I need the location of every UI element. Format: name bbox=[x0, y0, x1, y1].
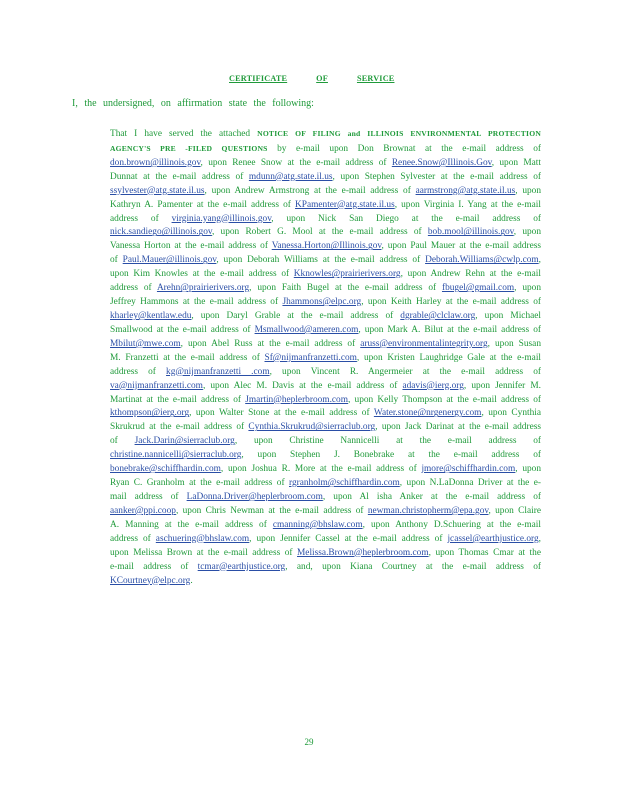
recipient-name: Nick San Diego bbox=[318, 213, 399, 224]
recipient-name: Daryl Grable bbox=[226, 310, 281, 321]
recipient-name: Stephen J. Bonebrake bbox=[290, 450, 395, 461]
recipient-name: Walter Stone bbox=[218, 408, 270, 419]
recipient-name: Deborah Williams bbox=[247, 255, 318, 266]
recipient-email-link[interactable]: nick.sandiego@illinois.gov bbox=[110, 227, 212, 238]
certificate-title bbox=[229, 74, 395, 83]
recipient-email-link[interactable]: don.brown@illinois.gov bbox=[110, 157, 201, 168]
recipient-name: Keith Harley bbox=[390, 297, 442, 308]
recipient-email-link[interactable]: aanker@ppi.coop bbox=[110, 505, 176, 516]
recipient-name: Joshua R. More bbox=[251, 464, 316, 475]
recipient-name: Kristen Laughridge Gale bbox=[387, 352, 485, 363]
recipient-email-link[interactable]: LaDonna.Driver@heplerbroom.com bbox=[186, 491, 323, 502]
page-number: 29 bbox=[304, 737, 314, 747]
recipient-email-link[interactable]: KPamenter@atg.state.il.us bbox=[295, 199, 395, 210]
recipient-name: Ryan C. Granholm bbox=[110, 478, 185, 489]
recipient-email-link[interactable]: aruss@environmentalintegrity.org bbox=[360, 338, 488, 349]
recipient-name: Susan M. Franzetti bbox=[110, 338, 541, 363]
recipient-name: Mark A. Bilut bbox=[387, 324, 444, 335]
recipient-email-link[interactable]: Mbilut@mwe.com bbox=[110, 338, 181, 349]
recipient-email-link[interactable]: aarmstrong@atg.state.il.us bbox=[415, 185, 516, 196]
recipient-name: Stephen Sylvester bbox=[364, 171, 436, 182]
recipient-name: Robert G. Mool bbox=[245, 227, 313, 238]
recipient-name: Kathryn A. Pamenter bbox=[110, 199, 193, 210]
recipient-name: Jennifer Cassel bbox=[280, 533, 340, 544]
recipient-name: Michael Smallwood bbox=[110, 310, 542, 335]
recipient-email-link[interactable]: Jack.Darin@sierraclub.org bbox=[134, 436, 235, 447]
title-word: SERVICE bbox=[356, 74, 395, 83]
recipient-email-link[interactable]: jmore@schiffhardin.com bbox=[421, 464, 516, 475]
recipient-name: Chris Newman bbox=[205, 505, 264, 516]
recipient-name: Melissa Brown bbox=[133, 547, 193, 558]
recipient-email-link[interactable]: kharley@kentlaw.edu bbox=[110, 310, 192, 321]
recipient-email-link[interactable]: Msmallwood@ameren.com bbox=[254, 324, 359, 335]
recipient-email-link[interactable]: christine.nannicelli@sierraclub.org bbox=[110, 450, 242, 461]
recipient-email-link[interactable]: Water.stone@nrgenergy.com bbox=[373, 408, 482, 419]
recipient-name: Kelly Thompson bbox=[377, 394, 443, 405]
recipient-name: Claire A. Manning bbox=[110, 505, 541, 530]
recipient-email-link[interactable]: Kknowles@prairierivers.org bbox=[293, 269, 401, 280]
recipient-name: Anthony D.Schuering bbox=[395, 519, 481, 530]
recipient-name: Thomas Cmar bbox=[458, 547, 514, 558]
recipient-email-link[interactable]: Sf@nijmanfranzetti.com bbox=[264, 352, 357, 363]
recipient-name: Renee Snow bbox=[232, 157, 283, 168]
recipient-email-link[interactable]: virginia.yang@illinois.gov bbox=[171, 213, 272, 224]
recipient-email-link[interactable]: va@nijmanfranzetti.com bbox=[110, 380, 203, 391]
recipient-email-link[interactable]: Arehn@prairierivers.org bbox=[156, 283, 250, 294]
recipient-email-link[interactable]: aschuering@bhslaw.com bbox=[155, 533, 250, 544]
recipient-name: Jennifer M. Martinat bbox=[110, 380, 542, 405]
recipient-email-link[interactable]: Melissa.Brown@heplerbroom.com bbox=[297, 547, 429, 558]
title-word: CERTIFICATE bbox=[229, 74, 288, 83]
recipient-name: Alec M. Davis bbox=[233, 380, 294, 391]
recipient-email-link[interactable]: rgranholm@schiffhardin.com bbox=[289, 478, 400, 489]
recipient-name: Matt Dunnat bbox=[110, 157, 541, 182]
recipient-email-link[interactable]: KCourtney@elpc.org bbox=[110, 575, 191, 586]
recipient-email-link[interactable]: cmanning@bhslaw.com bbox=[272, 519, 363, 530]
recipient-name: Vincent R. Angermeier bbox=[310, 366, 413, 377]
recipient-email-link[interactable]: Vanessa.Horton@Illinois.gov bbox=[271, 241, 382, 252]
recipient-email-link[interactable]: kg@nijmanfranzetti .com bbox=[166, 366, 270, 377]
service-paragraph: That I have served the attached NOTICE OF FILING and ILLINOIS ENVIRONMENTAL PROTECTION AGENCY'S PRE -FILED QUESTIONS by e-mail upon Don Brownat at the e-mail address of don.brown@illinois.gov, upon Renee Snow at the e-mail address of Renee.Snow@Illinois.Gov, upon Matt Dunnat at the e-mail address of mdunn@atg.state.il.us, upon Stephen Sylvester at the e-mail address of ssylvester@atg.state.il.us, upon Andrew Armstrong at the e-mail address of aarmstrong@atg.state.il.us, upon Kathryn A. Pamenter at the e-mail address of KPamenter@atg.state.il.us, upon Virginia I. Yang at the e-mail address of virginia.yang@illinois.gov, upon Nick San Diego at the e-mail address of nick.sandiego@illinois.gov, upon Robert G. Mool at the e-mail address of bob.mool@illinois.gov, upon Vanessa Horton at the e-mail address of Vanessa.Horton@Illinois.gov, upon Paul Mauer at the e-mail address of Paul.Mauer@illinois.gov, upon Deborah Williams at the e-mail address of Deborah.Williams@cwlp.com, upon Kim Knowles at the e-mail address of Kknowles@prairierivers.org, upon Andrew Rehn at the e-mail address of Arehn@prairierivers.org, upon Faith Bugel at the e-mail address of fbugel@gmail.com, upon Jeffrey Hammons at the e-mail address of Jhammons@elpc.org, upon Keith Harley at the e-mail address of kharley@kentlaw.edu, upon Daryl Grable at the e-mail address of dgrable@clclaw.org, upon Michael Smallwood at the e-mail address of Msmallwood@ameren.com, upon Mark A. Bilut at the e-mail address of Mbilut@mwe.com, upon Abel Russ at the e-mail address of aruss@environmentalintegrity.org, upon Susan M. Franzetti at the e-mail address of Sf@nijmanfranzetti.com, upon Kristen Laughridge Gale at the e-mail address of kg@nijmanfranzetti .com, upon Vincent R. Angermeier at the e-mail address of va@nijmanfranzetti.com, upon Alec M. Davis at the e-mail address of adavis@ierg.org, upon Jennifer M. Martinat at the e-mail address of Jmartin@heplerbroom.com, upon Kelly Thompson at the e-mail address of kthompson@ierg.org, upon Walter Stone at the e-mail address of Water.stone@nrgenergy.com, upon Cynthia Skrukrud at the e-mail address of Cynthia.Skrukrud@sierraclub.org, upon Jack Darinat at the e-mail address of Jack.Darin@sierraclub.org, upon Christine Nannicelli at the e-mail address of christine.nannicelli@sierraclub.org, upon Stephen J. Bonebrake at the e-mail address of bonebrake@schiffhardin.com, upon Joshua R. More at the e-mail address of jmore@schiffhardin.com, upon Ryan C. Granholm at the e-mail address of rgranholm@schiffhardin.com, upon N.LaDonna Driver at the e-mail address of LaDonna.Driver@heplerbroom.com, upon Al isha Anker at the e-mail address of aanker@ppi.coop, upon Chris Newman at the e-mail address of newman.christopherm@epa.gov, upon Claire A. Manning at the e-mail address of cmanning@bhslaw.com, upon Anthony D.Schuering at the e-mail address of aschuering@bhslaw.com, upon Jennifer Cassel at the e-mail address of jcassel@earthjustice.org, upon Melissa Brown at the e-mail address of Melissa.Brown@heplerbroom.com, upon Thomas Cmar at the e-mail address of tcmar@earthjustice.org, and, upon Kiana Courtney at the e-mail address of KCourtney@elpc.org. bbox=[110, 129, 542, 586]
recipient-name: Andrew Rehn bbox=[430, 269, 485, 280]
recipient-name: Vanessa Horton bbox=[110, 241, 171, 252]
recipient-name: Jack Darinat bbox=[404, 422, 454, 433]
recipient-email-link[interactable]: kthompson@ierg.org bbox=[110, 408, 190, 419]
recipient-email-link[interactable]: ssylvester@atg.state.il.us bbox=[110, 185, 205, 196]
recipient-email-link[interactable]: fbugel@gmail.com bbox=[441, 283, 515, 294]
recipient-name: Virginia I. Yang bbox=[423, 199, 487, 210]
recipient-email-link[interactable]: tcmar@earthjustice.org bbox=[197, 561, 286, 572]
recipient-email-link[interactable]: Cynthia.Skrukrud@sierraclub.org bbox=[248, 422, 376, 433]
intro-statement: I, the undersigned, on affirmation state the following: bbox=[72, 98, 314, 109]
recipient-name: Andrew Armstrong bbox=[234, 185, 310, 196]
recipient-email-link[interactable]: Jhammons@elpc.org bbox=[282, 297, 362, 308]
recipient-name: Jeffrey Hammons bbox=[110, 297, 179, 308]
recipient-email-link[interactable]: Renee.Snow@Illinois.Gov bbox=[391, 157, 492, 168]
recipient-name: Al isha Anker bbox=[359, 491, 423, 502]
recipient-email-link[interactable]: Paul.Mauer@illinois.gov bbox=[122, 255, 217, 266]
recipient-name: Kim Knowles bbox=[133, 269, 188, 280]
recipient-email-link[interactable]: bob.mool@illinois.gov bbox=[427, 227, 514, 238]
recipient-email-link[interactable]: dgrable@clclaw.org bbox=[400, 310, 476, 321]
recipient-email-link[interactable]: Deborah.Williams@cwlp.com bbox=[425, 255, 539, 266]
recipient-email-link[interactable]: mdunn@atg.state.il.us bbox=[248, 171, 333, 182]
document-title: NOTICE OF FILING and ILLINOIS ENVIRONMENTAL PROTECTION AGENCY'S PRE -FILED QUESTIONS bbox=[110, 129, 541, 153]
recipient-name: Faith Bugel bbox=[281, 283, 330, 294]
recipient-email-link[interactable]: bonebrake@schiffhardin.com bbox=[110, 464, 221, 475]
recipient-name: Abel Russ bbox=[211, 338, 253, 349]
recipient-name: Christine Nannicelli bbox=[289, 436, 380, 447]
recipient-name: N.LaDonna Driver bbox=[429, 478, 503, 489]
recipient-name: Cynthia Skrukrud bbox=[110, 408, 542, 433]
recipient-email-link[interactable]: jcassel@earthjustice.org bbox=[447, 533, 539, 544]
recipient-name: Paul Mauer bbox=[410, 241, 456, 252]
recipient-name: Don Brownat bbox=[357, 143, 416, 154]
title-word: OF bbox=[316, 74, 328, 83]
recipient-email-link[interactable]: adavis@ierg.org bbox=[402, 380, 464, 391]
recipient-email-link[interactable]: newman.christopherm@epa.gov bbox=[367, 505, 489, 516]
recipient-name: Kiana Courtney bbox=[350, 561, 417, 572]
recipient-email-link[interactable]: Jmartin@heplerbroom.com bbox=[245, 394, 348, 405]
